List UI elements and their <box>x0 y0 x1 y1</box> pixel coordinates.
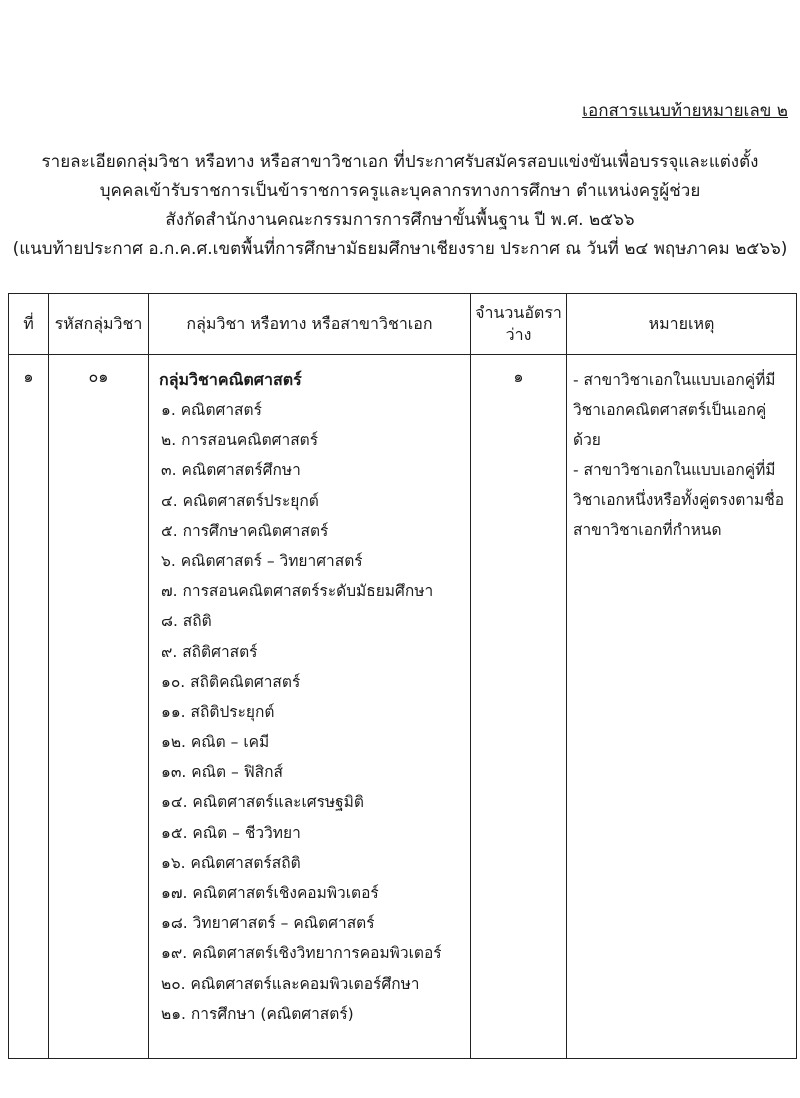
heading-line-2: บุคคลเข้ารับราชการเป็นข้าราชการครูและบุคลากรทางการศึกษา ตำแหน่งครูผู้ช่วย <box>99 181 701 201</box>
header-code: รหัสกลุ่มวิชา <box>49 294 149 355</box>
list-item: ๑๒. คณิต – เคมี <box>161 733 270 752</box>
list-item: ๑๘. วิทยาศาสตร์ – คณิตศาสตร์ <box>161 914 375 933</box>
list-item: ๑๔. คณิตศาสตร์และเศรษฐมิติ <box>161 793 364 812</box>
remark-2: - สาขาวิชาเอกในแบบเอกคู่ที่มีวิชาเอกหนึ่งหรือทั้งคู่ตรงตามชื่อสาขาวิชาเอกที่กำหนด <box>573 461 785 539</box>
list-item: ๒. การสอนคณิตศาสตร์ <box>161 431 319 450</box>
table-row <box>9 355 797 1059</box>
heading-line-4: (แนบท้ายประกาศ อ.ก.ค.ศ.เขตพื้นที่การศึกษามัธยมศึกษาเชียงราย ประกาศ ณ วันที่ ๒๔ พฤษภาคม ๒๕๖๖) <box>12 239 788 259</box>
row-code: ๐๑ <box>49 355 149 1059</box>
list-item: ๑๙. คณิตศาสตร์เชิงวิทยาการคอมพิวเตอร์ <box>161 944 442 963</box>
list-item: ๑๓. คณิต – ฟิสิกส์ <box>161 763 283 782</box>
list-item: ๑๑. สถิติประยุกต์ <box>161 702 275 721</box>
header-vacancy: จำนวนอัตราว่าง <box>471 294 567 355</box>
remark-1: - สาขาวิชาเอกในแบบเอกคู่ที่มีวิชาเอกคณิตศาสตร์เป็นเอกคู่ด้วย <box>573 371 776 449</box>
header-no: ที่ <box>9 294 49 355</box>
list-item: ๑๐. สถิติคณิตศาสตร์ <box>161 672 301 691</box>
list-item: ๖. คณิตศาสตร์ – วิทยาศาสตร์ <box>161 551 363 570</box>
list-item: ๑๗. คณิตศาสตร์เชิงคอมพิวเตอร์ <box>161 884 379 902</box>
list-item: ๙. สถิติศาสตร์ <box>161 642 258 661</box>
table-header-row <box>9 294 797 355</box>
list-item: ๗. การสอนคณิตศาสตร์ระดับมัธยมศึกษา <box>161 582 434 601</box>
row-no: ๑ <box>9 355 49 1059</box>
heading-line-1: รายละเอียดกลุ่มวิชา หรือทาง หรือสาขาวิชาเอก ที่ประกาศรับสมัครสอบแข่งขันเพื่อบรรจุและแต่งตั้ง <box>41 152 759 172</box>
group-title: กลุ่มวิชาคณิตศาสตร์ <box>159 370 302 389</box>
major-list <box>159 395 469 1029</box>
subject-table <box>8 293 797 1059</box>
list-item: ๒๑. การศึกษา (คณิตศาสตร์) <box>161 1004 354 1023</box>
heading-line-3: สังกัดสำนักงานคณะกรรมการการศึกษาขั้นพื้นฐาน ปี พ.ศ. ๒๕๖๖ <box>165 210 635 230</box>
list-item: ๑๖. คณิตศาสตร์สถิติ <box>161 853 301 872</box>
document-heading <box>0 148 800 264</box>
row-subjects <box>149 355 471 1059</box>
list-item: ๑. คณิตศาสตร์ <box>161 401 262 419</box>
list-item: ๔. คณิตศาสตร์ประยุกต์ <box>161 491 319 510</box>
list-item: ๒๐. คณิตศาสตร์และคอมพิวเตอร์ศึกษา <box>161 974 420 993</box>
list-item: ๓. คณิตศาสตร์ศึกษา <box>161 461 301 480</box>
header-subject: กลุ่มวิชา หรือทาง หรือสาขาวิชาเอก <box>149 294 471 355</box>
document-reference: เอกสารแนบท้ายหมายเลข ๒ <box>582 101 788 121</box>
list-item: ๘. สถิติ <box>161 612 212 631</box>
row-remarks <box>567 355 797 1059</box>
list-item: ๕. การศึกษาคณิตศาสตร์ <box>161 521 329 540</box>
header-remark: หมายเหตุ <box>567 294 797 355</box>
row-vacancy: ๑ <box>471 355 567 1059</box>
list-item: ๑๕. คณิต – ชีววิทยา <box>161 823 301 842</box>
